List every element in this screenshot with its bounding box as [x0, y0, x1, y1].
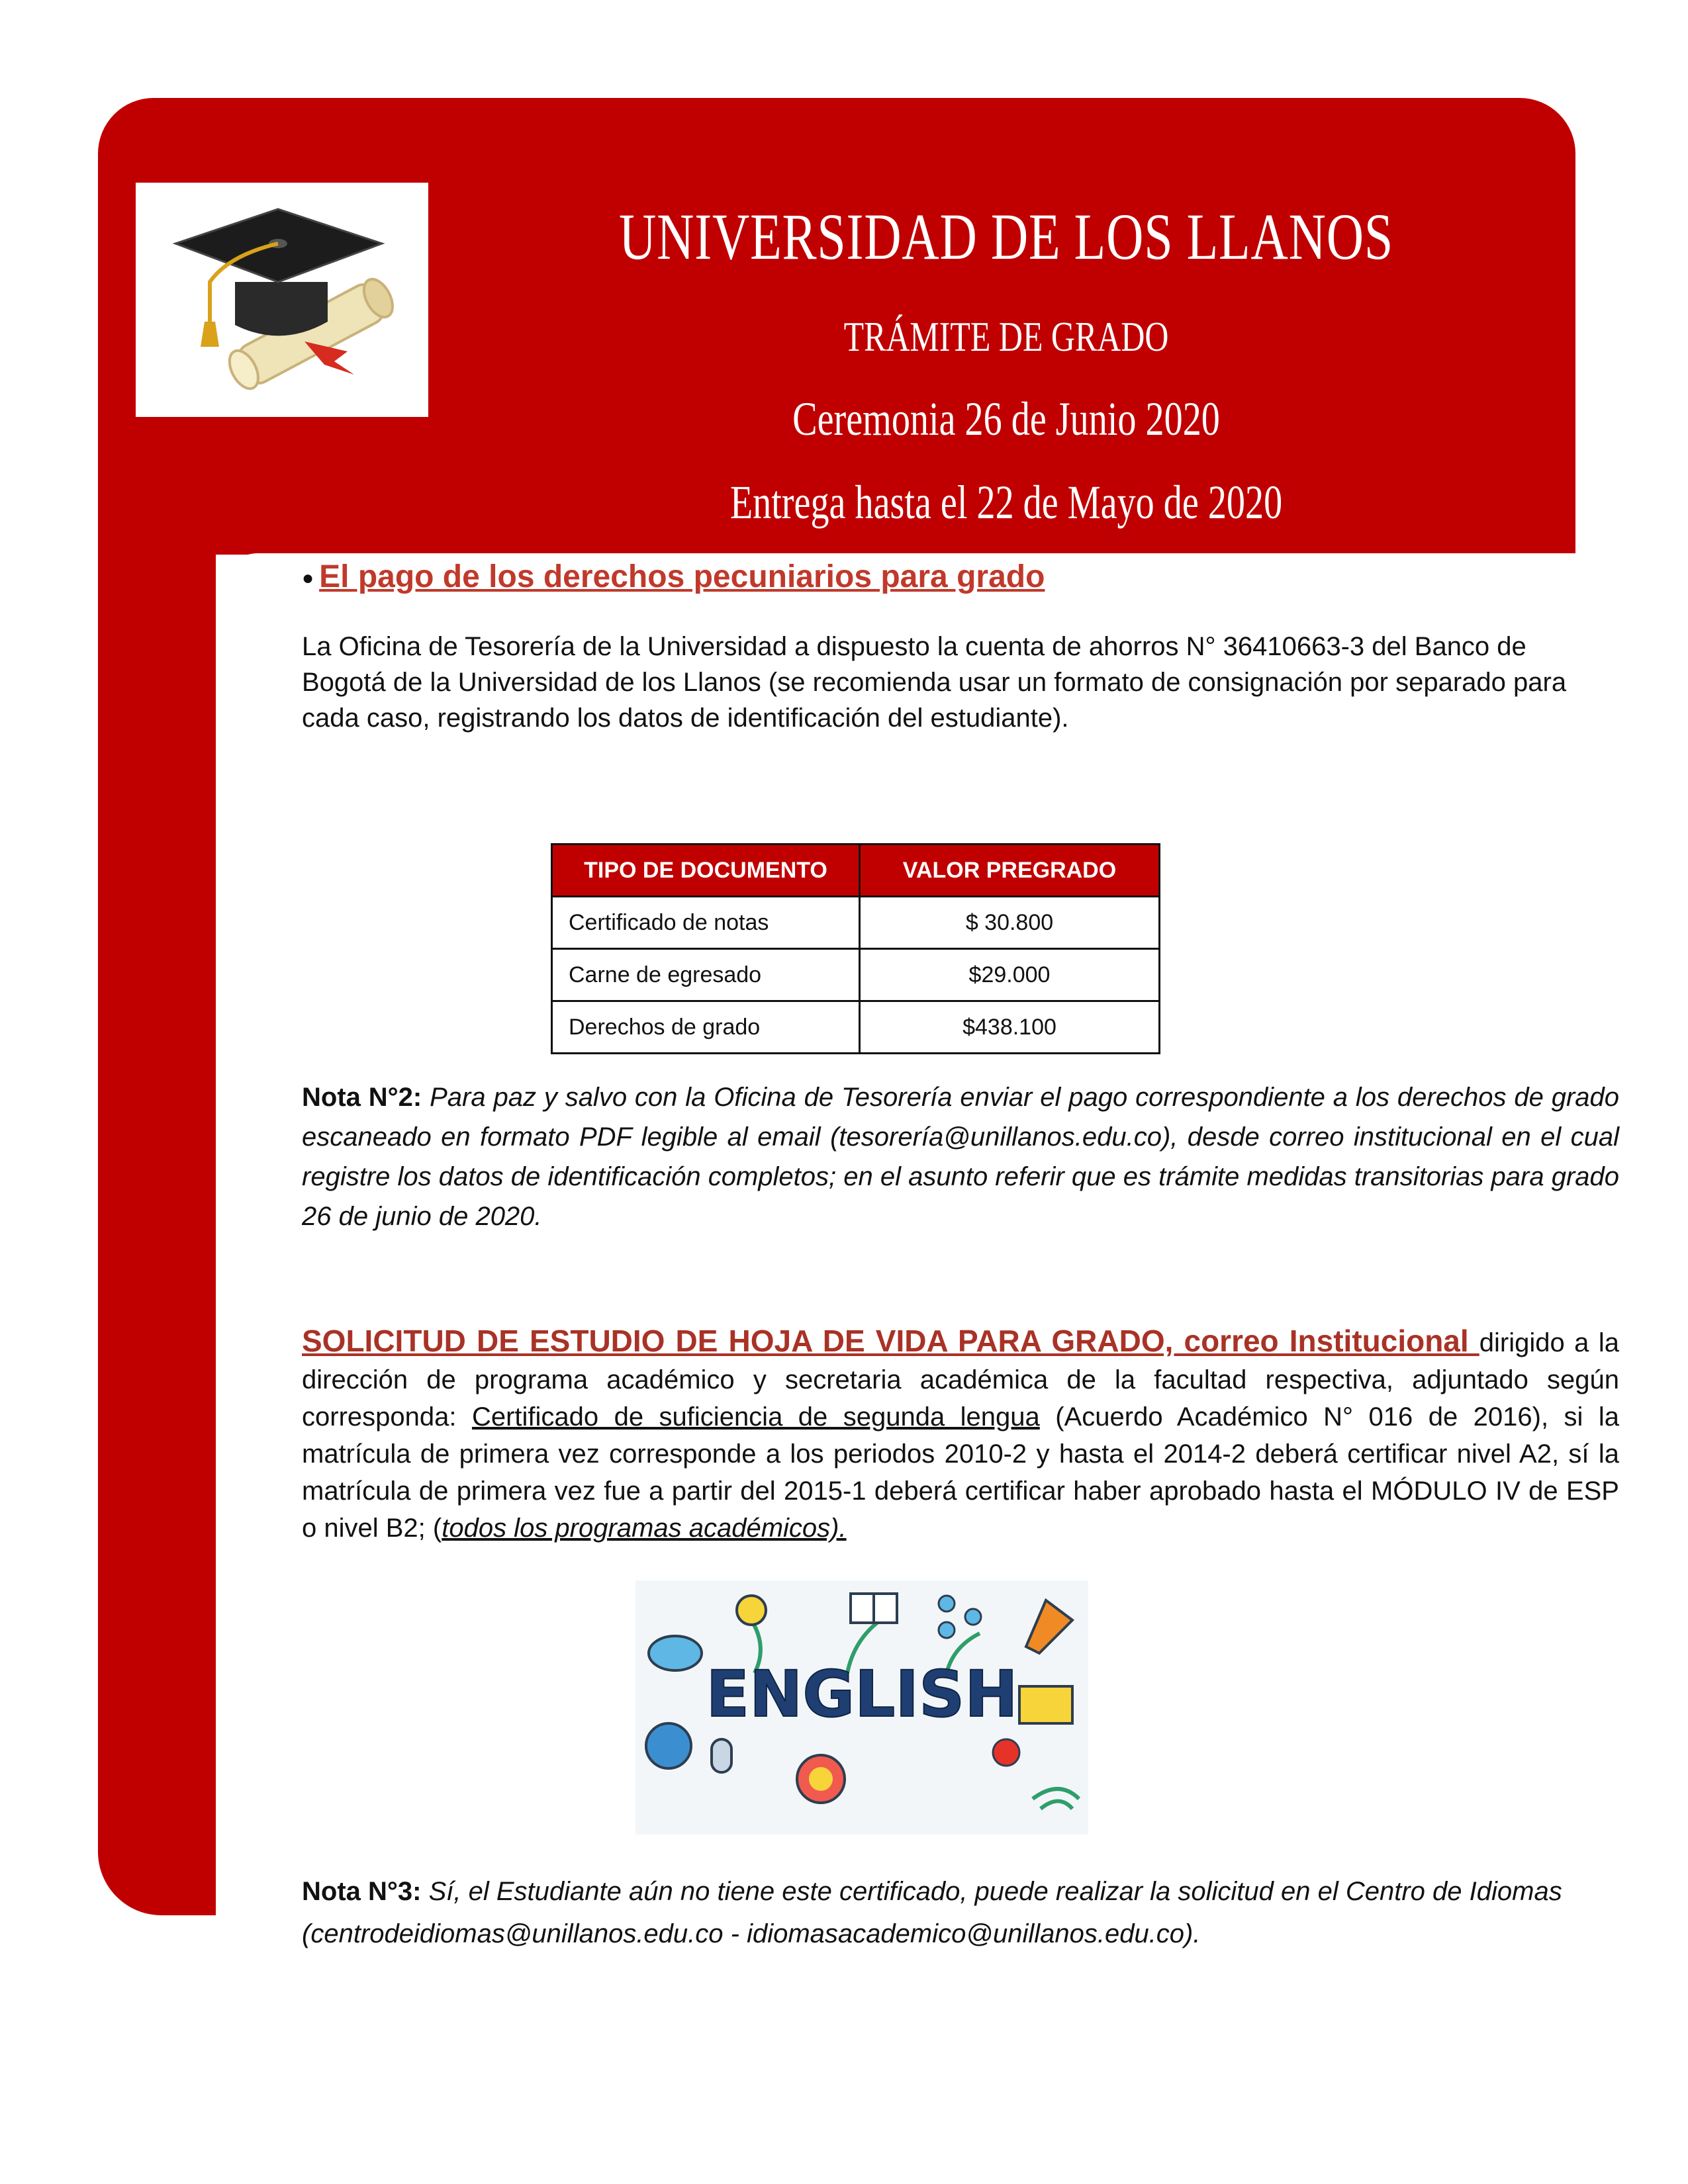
fees-table: [551, 843, 1160, 1054]
bullet-icon: ●: [302, 567, 314, 590]
cv-request-requirements: (Acuerdo Académico N° 016 de 2016), si la matrícula de primera vez corresponde a los periodos 2010-2 y hasta el 2014-2 deberá certificar nivel A2, sí la matrícula de primera vez fue a partir del 2015-1 deberá certificar haber aprobado hasta el MÓDULO IV de ESP o nivel B2; (: [302, 1402, 1620, 1543]
table-cell: Derechos de grado: [552, 1001, 860, 1054]
payment-paragraph: La Oficina de Tesorería de la Universidad a dispuesto la cuenta de ahorros N° 36410663-3 del Banco de Bogotá de la Universidad de los Llanos (se recomienda usar un formato de consignación por separado para cada caso, registrando los datos de identificación del estudiante).: [302, 632, 1567, 733]
table-cell: $ 30.800: [860, 897, 1160, 949]
english-illustration-graphic: [635, 1580, 1088, 1835]
left-red-bar: [98, 463, 216, 1915]
cv-request-paragraph: [302, 1322, 1619, 1547]
note-2-label: Nota N°2:: [302, 1083, 422, 1112]
column-header: VALOR PREGRADO: [860, 844, 1160, 897]
page-margin: [1575, 98, 1688, 561]
table-row: [552, 897, 1160, 949]
delivery-deadline: Entrega hasta el 22 de Mayo de 2020: [729, 476, 1283, 529]
note-2-text: Para paz y salvo con la Oficina de Tesorería enviar el pago correspondiente a los derechos de grado escaneado en formato PDF legible al email (tesorería@unillanos.edu.co), desde correo institucional en el cual registre los datos de identificación completos; en el asunto referir que es trámite medidas transitorias para grado 26 de junio de 2020.: [302, 1083, 1619, 1231]
cv-request-intro: dirigido a la dirección de programa académico y secretaria académica de la facultad respectiva, adjuntado según corresponda:: [302, 1328, 1619, 1432]
table-header-row: [552, 844, 1160, 897]
table-cell: $29.000: [860, 949, 1160, 1001]
ceremony-date: Ceremonia 26 de Junio 2020: [792, 392, 1220, 445]
graduation-cap-diploma-icon: [136, 183, 428, 417]
table-row: [552, 1001, 1160, 1054]
section-payment-title: El pago de los derechos pecuniarios para grado: [319, 559, 1045, 594]
section-payment-heading: [302, 559, 1619, 596]
university-title: UNIVERSIDAD DE LOS LLANOS: [619, 200, 1393, 273]
note-2: [302, 1077, 1619, 1236]
english-word: ENGLISH: [706, 1657, 1018, 1731]
cv-study-request-section: [302, 1322, 1619, 1547]
graduation-logo: [136, 183, 428, 417]
procedure-subtitle: TRÁMITE DE GRADO: [843, 313, 1169, 360]
note-3-text: Sí, el Estudiante aún no tiene este certificado, puede realizar la solicitud en el Centro de Idiomas (centrodeidiomas@unillanos.edu.co - idiomasacademico@unillanos.edu.co).: [302, 1877, 1562, 1948]
language-certificate-text: Certificado de suficiencia de segunda lengua: [471, 1402, 1040, 1432]
table-row: [552, 949, 1160, 1001]
cv-request-heading: SOLICITUD DE ESTUDIO DE HOJA DE VIDA PARA GRADO, correo Institucional: [302, 1324, 1479, 1358]
note-3: [302, 1870, 1619, 1955]
note-3-label: Nota N°3:: [302, 1877, 422, 1906]
table-cell: $438.100: [860, 1001, 1160, 1054]
english-illustration: [635, 1580, 1088, 1835]
table-cell: Carne de egresado: [552, 949, 860, 1001]
all-programs-note: todos los programas académicos).: [442, 1514, 847, 1543]
table-cell: Certificado de notas: [552, 897, 860, 949]
column-header: TIPO DE DOCUMENTO: [552, 844, 860, 897]
